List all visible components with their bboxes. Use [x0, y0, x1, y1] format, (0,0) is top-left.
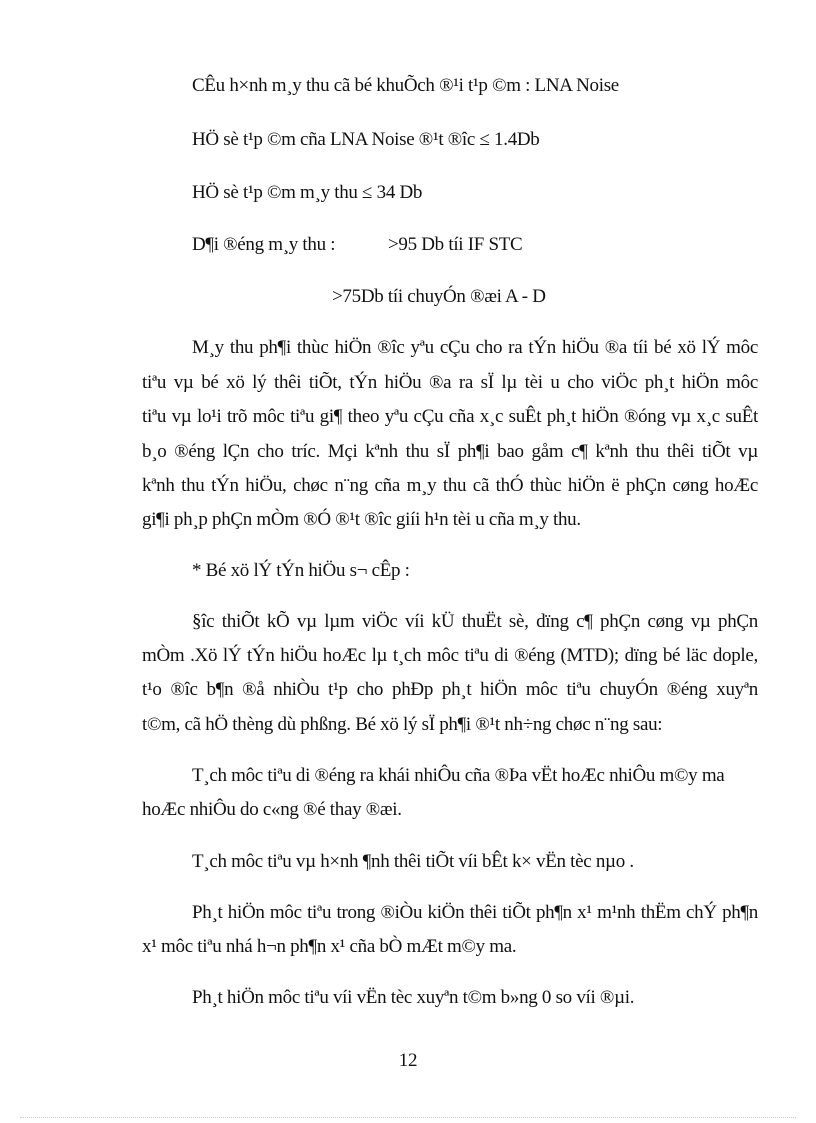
text-line-17: t©m, cã hÖ thèng dù phßng. Bé xö lý sÏ ph¶i ®¹t nh÷ng chøc n¨ng sau: [142, 714, 663, 735]
text-line-1: CÊu h×nh m¸y thu cã bé khuÕch ®¹i t¹p ©m : LNA Noise [192, 75, 619, 96]
text-line-5: >95 Db tíi IF STC [388, 234, 523, 255]
text-line-18: T¸ch môc tiªu di ®éng ra khái nhiÔu cña ®Þa vËt hoÆc nhiÔu m©y ma [192, 765, 725, 786]
page-bottom-divider [20, 1117, 796, 1118]
text-line-19: hoÆc nhiÔu do c«ng ®é thay ®æi. [142, 799, 402, 820]
text-line-3: HÖ sè t¹p ©m m¸y thu ≤ 34 Db [192, 182, 423, 203]
text-line-6: >75Db tíi chuyÓn ®æi A - D [332, 286, 546, 307]
text-line-10: b¸o ®éng lÇn cho tríc. Mçi kªnh thu sÏ ph¶i bao gåm c¶ kªnh thu thêi tiÕt vµ [142, 441, 758, 462]
text-line-8: tiªu vµ bé xö lý thêi tiÕt, tÝn hiÖu ®a ra sÏ lµ tèi u cho viÖc ph¸t hiÖn môc [142, 372, 758, 393]
text-line-14: §îc thiÕt kÕ vµ lµm viÖc víi kÜ thuËt sè, dïng c¶ phÇn cøng vµ phÇn [192, 611, 758, 632]
text-line-16: t¹o ®îc b¶n ®å nhiÒu t¹p cho phÐp ph¸t hiÖn môc tiªu chuyÓn ®éng xuyªn [142, 679, 758, 700]
text-line-23: Ph¸t hiÖn môc tiªu víi vËn tèc xuyªn t©m b»ng 0 so víi ®µi. [192, 987, 635, 1008]
text-line-7: M¸y thu ph¶i thùc hiÖn ®îc yªu cÇu cho ra tÝn hiÖu ®a tíi bé xö lÝ môc [192, 337, 758, 358]
section-heading: * Bé xö lÝ tÝn hiÖu s¬ cÊp : [192, 560, 410, 581]
text-line-12: gi¶i ph¸p phÇn mÒm ®Ó ®¹t ®îc giíi h¹n tèi u cña m¸y thu. [142, 509, 581, 530]
text-line-11: kªnh thu tÝn hiÖu, chøc n¨ng cña m¸y thu cã thÓ thùc hiÖn ë phÇn cøng hoÆc [142, 475, 758, 496]
text-line-20: T¸ch môc tiªu vµ h×nh ¶nh thêi tiÕt víi bÊt k× vËn tèc nµo . [192, 851, 634, 872]
text-line-4: D¶i ®éng m¸y thu : [192, 234, 336, 255]
text-line-15: mÒm .Xö lÝ tÝn hiÖu hoÆc lµ t¸ch môc tiªu di ®éng (MTD); dïng bé läc dople, [142, 645, 758, 666]
page-number: 12 [398, 1050, 418, 1071]
text-line-21: Ph¸t hiÖn môc tiªu trong ®iÒu kiÖn thêi tiÕt ph¶n x¹ m¹nh thËm chÝ ph¶n [192, 902, 758, 923]
text-line-2: HÖ sè t¹p ©m cña LNA Noise ®¹t ®îc ≤ 1.4Db [192, 129, 540, 150]
text-line-22: x¹ môc tiªu nhá h¬n ph¶n x¹ cña bÒ mÆt m©y ma. [142, 936, 517, 957]
text-line-9: tiªu vµ lo¹i trõ môc tiªu gi¶ theo yªu cÇu cña x¸c suÊt ph¸t hiÖn ®óng vµ x¸c suÊt [142, 406, 758, 427]
